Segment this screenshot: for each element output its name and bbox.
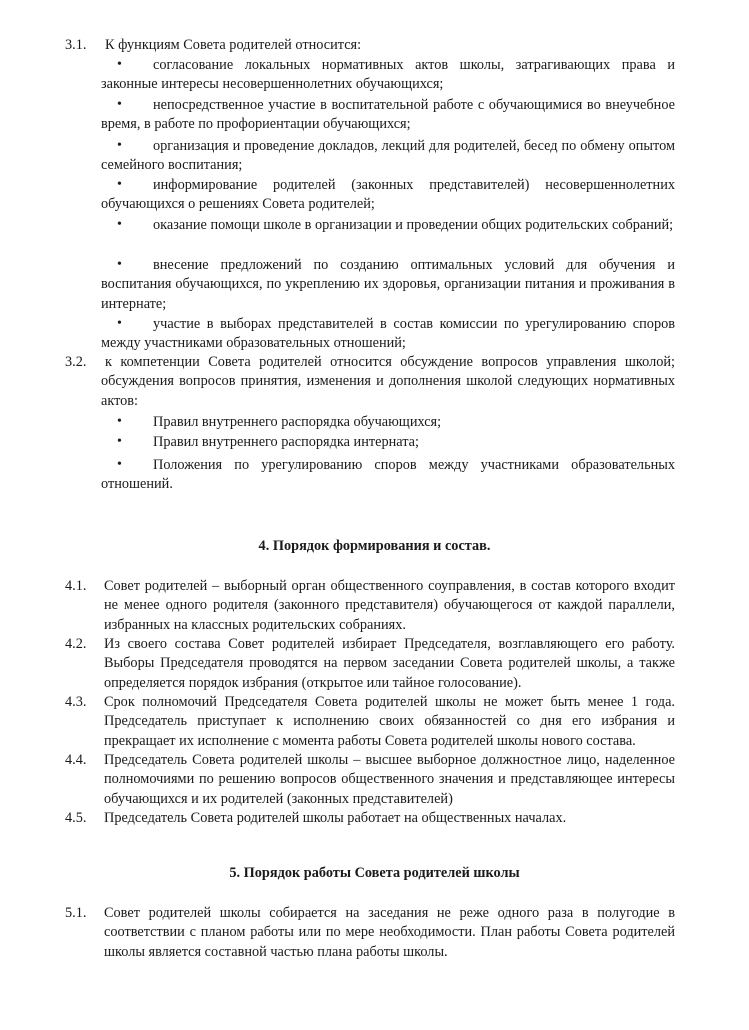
bullet: •: [117, 177, 122, 192]
clause-text: Совет родителей – выборный орган общественного соуправления, в состав которого входит не менее одного родителя (законного представителя) обучающегося от каждой параллели, избранных на классных родительских собраниях.: [104, 578, 675, 633]
bullet-text: организация и проведение докладов, лекций для родителей, бесед по обмену опытом семейного воспитания;: [101, 138, 675, 174]
bullet: •: [117, 217, 122, 232]
clause-text: Председатель Совета родителей школы – высшее выборное должностное лицо, наделенное полномочиями по решению вопросов общественного значения и представляющее интересы обучающихся и их родителей (законных представителей): [104, 752, 675, 807]
clause-text: к компетенции Совета родителей относится обсуждение вопросов управления школой; обсуждения вопросов принятия, изменения и дополнения школой следующих нормативных актов:: [101, 354, 675, 409]
clause-text: Председатель Совета родителей школы работает на общественных началах.: [104, 810, 567, 826]
clause-text: Из своего состава Совет родителей избирает Председателя, возглавляющего его работу. Выборы Председателя проводятся на первом заседании Совета родителей школы, а также определяется порядок избрания (открытое или тайное голосование).: [104, 636, 675, 691]
clause-number: 5.1.: [65, 905, 87, 921]
bullet-text: непосредственное участие в воспитательной работе с обучающимися во внеучебное время, в работе по профориентации обучающихся;: [101, 97, 675, 133]
bullet: •: [117, 97, 122, 112]
clause-number: 4.2.: [65, 636, 87, 652]
bullet-text: участие в выборах представителей в состав комиссии по урегулированию споров между участниками образовательных отношений;: [101, 316, 675, 352]
clause-number: 3.1.: [65, 37, 87, 53]
section-heading: 5. Порядок работы Совета родителей школы: [229, 865, 520, 881]
bullet: •: [117, 257, 122, 272]
bullet-text: оказание помощи школе в организации и проведении общих родительских собраний;: [153, 217, 674, 233]
clause-number: 4.5.: [65, 810, 87, 826]
bullet: •: [117, 57, 122, 72]
bullet: •: [117, 316, 122, 331]
bullet-text: информирование родителей (законных представителей) несовершеннолетних обучающихся о решениях Совета родителей;: [101, 177, 675, 213]
clause-number: 3.2.: [65, 354, 87, 370]
bullet: •: [117, 457, 122, 472]
clause-number: 4.1.: [65, 578, 87, 594]
bullet-text: Правил внутреннего распорядка обучающихся;: [153, 414, 442, 430]
section-heading: 4. Порядок формирования и состав.: [258, 538, 491, 554]
bullet: •: [117, 414, 122, 429]
clause-text: К функциям Совета родителей относится:: [105, 37, 362, 53]
clause-number: 4.3.: [65, 694, 87, 710]
clause-number: 4.4.: [65, 752, 87, 768]
bullet: •: [117, 138, 122, 153]
bullet-text: внесение предложений по созданию оптимальных условий для обучения и воспитания обучающихся, по укреплению их здоровья, организации питания и проживания в интернате;: [101, 257, 675, 312]
bullet: •: [117, 434, 122, 449]
bullet-text: Правил внутреннего распорядка интерната;: [153, 434, 419, 450]
bullet-text: согласование локальных нормативных актов школы, затрагивающих права и законные интересы несовершеннолетних обучающихся;: [101, 57, 675, 93]
bullet-text: Положения по урегулированию споров между участниками образовательных отношений.: [101, 457, 675, 493]
clause-text: Срок полномочий Председателя Совета родителей школы не может быть менее 1 года. Председатель приступает к исполнению своих обязанностей со дня его избрания и прекращает их исполнение с момента работы Совета родителей школы нового состава.: [104, 694, 675, 749]
clause-text: Совет родителей школы собирается на заседания не реже одного раза в полугодие в соответствии с планом работы или по мере необходимости. План работы Совета родителей школы является составной частью плана работы школы.: [104, 905, 675, 960]
